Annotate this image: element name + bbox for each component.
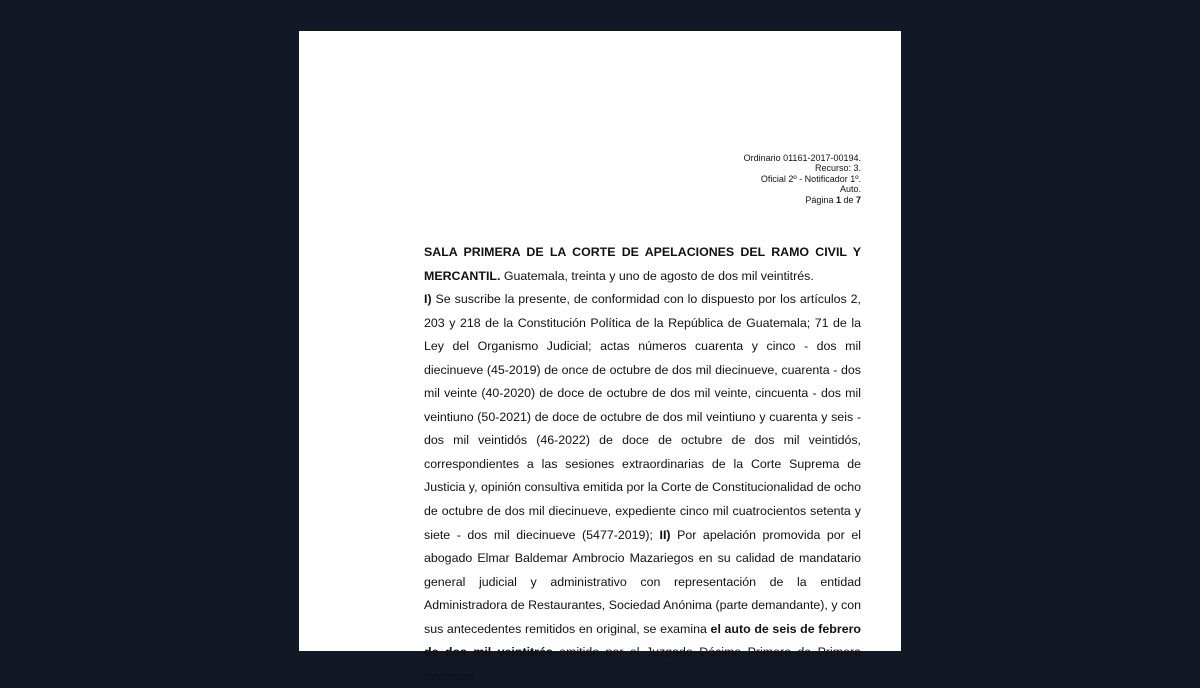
section2-tail: emitido por el Juzgado Décimo Primero de Primera Instancia [424, 645, 861, 683]
court-paragraph [424, 241, 861, 288]
section1-text: Se suscribe la presente, de conformidad con lo dispuesto por los artículos 2, 203 y 218 de la Constitución Política de la República de Guatemala; 71 de la Ley del Organismo Judicial; actas números cuarenta y cinco - dos mil diecinueve (45-2019) de once de octubre de dos mil diecinueve, cuarenta - dos mil veinte (40-2020) de doce de octubre de dos mil veinte, cincuenta - dos mil veintiuno (50-2021) de doce de octubre de dos mil veintiuno y cuarenta y seis - dos mil veintidós (46-2022) de doce de octubre de dos mil veintidós, correspondientes a las sesiones extraordinarias de la Corte Suprema de Justicia y, opinión consultiva emitida por la Corte de Constitucionalidad de ocho de octubre de dos mil diecinueve, expediente cinco mil cuatrocientos setenta y siete - dos mil diecinueve (5477-2019); [424, 292, 861, 542]
document-body [424, 241, 861, 688]
section2-bold: el auto de seis de febrero de dos mil veintitrés [424, 621, 861, 660]
document-type: Auto. [839, 184, 861, 195]
case-number: Ordinario 01161-2017-00194. [743, 153, 861, 163]
page-indicator [744, 195, 861, 205]
page-total: 7 [855, 194, 861, 205]
section2-label: II) [653, 527, 671, 542]
court-name: SALA PRIMERA DE LA CORTE DE APELACIONES DEL RAMO CIVIL Y MERCANTIL. [424, 245, 861, 283]
place-date: Guatemala, treinta y uno de agosto de dos mil veintitrés. [500, 268, 814, 283]
page-prefix: Página [805, 194, 836, 205]
section1-label: I) [424, 292, 432, 307]
page-current: 1 [835, 194, 841, 205]
appeal-number: Recurso: 3. [814, 163, 861, 174]
officer-line: Oficial 2º - Notificador 1º. [760, 173, 861, 184]
page-mid: de [840, 194, 856, 205]
document-header [744, 153, 861, 205]
section2-text: Por apelación promovida por el abogado Elmar Baldemar Ambrocio Mazariegos en su calidad de mandatario general judicial y administrativo con representación de la entidad Administradora de Restaurantes, Sociedad Anónima (parte demandante), y con sus antecedentes remitidos en original, se examina [424, 527, 861, 636]
sections-paragraph [424, 288, 861, 688]
document-page [299, 31, 901, 683]
